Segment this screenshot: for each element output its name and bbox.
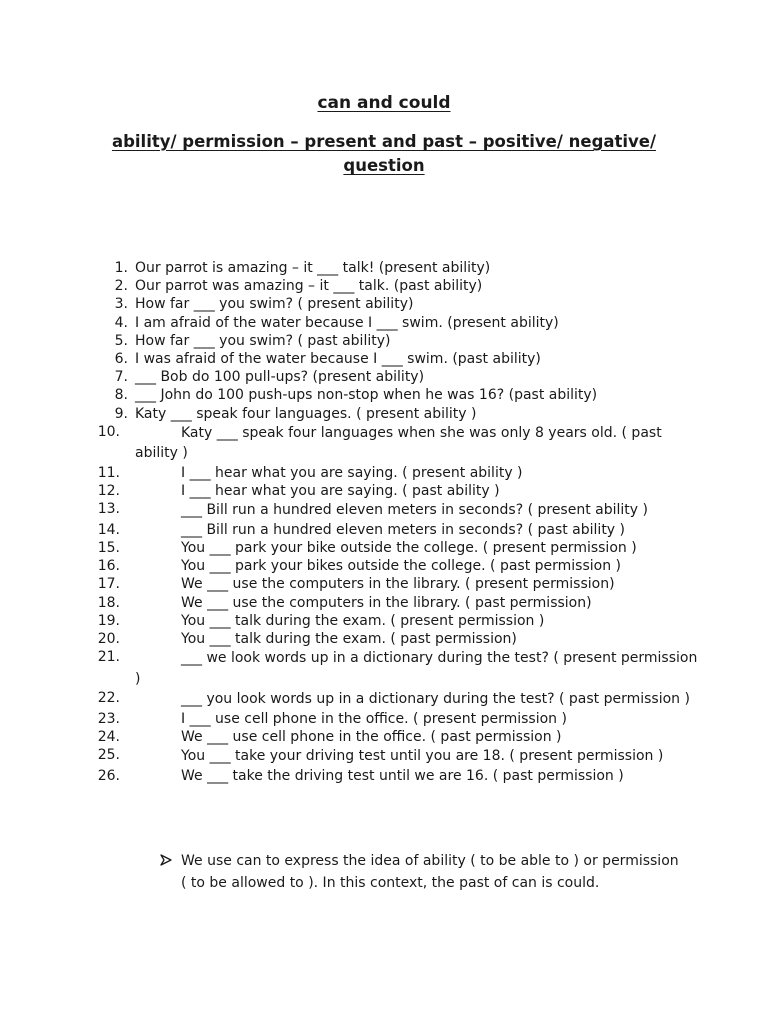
exercise-text: You ___ talk during the exam. ( past permission)	[181, 630, 517, 647]
exercise-item	[0, 521, 700, 539]
exercise-text: ___ John do 100 push-ups non-stop when he was 16? (past ability)	[135, 387, 598, 404]
exercise-item	[0, 689, 700, 710]
exercise-text: We ___ take the driving test until we are 16. ( past permission )	[181, 767, 624, 784]
exercise-item	[0, 482, 700, 500]
exercise-text: I ___ hear what you are saying. ( present ability )	[181, 464, 523, 481]
exercise-number: 16.	[97, 558, 120, 575]
exercise-number: 22.	[97, 690, 120, 707]
exercise-item	[0, 464, 700, 482]
exercise-item	[0, 405, 700, 423]
exercise-item	[0, 500, 700, 521]
exercise-item	[0, 368, 700, 386]
exercise-item	[0, 423, 700, 464]
exercise-number: 15.	[97, 539, 120, 556]
exercise-number: 4.	[114, 314, 128, 331]
exercise-item	[0, 539, 700, 557]
exercise-number: 14.	[97, 521, 120, 538]
exercise-number: 19.	[97, 612, 120, 629]
exercise-text: You ___ take your driving test until you are 18. ( present permission )	[181, 748, 664, 765]
exercise-item	[0, 295, 700, 313]
exercise-number: 11.	[97, 464, 120, 481]
exercise-item	[0, 557, 700, 575]
exercise-item	[0, 746, 700, 767]
exercise-item	[0, 350, 700, 368]
exercise-number: 13.	[97, 501, 120, 518]
exercise-number: 10.	[97, 423, 120, 440]
exercise-item	[0, 594, 700, 612]
exercise-item	[0, 612, 700, 630]
exercise-text: How far ___ you swim? ( past ability)	[135, 332, 391, 349]
exercise-item	[0, 386, 700, 404]
exercise-number: 3.	[114, 296, 128, 313]
exercise-number: 1.	[114, 260, 128, 276]
exercise-item	[0, 710, 700, 728]
exercise-item	[0, 575, 700, 593]
exercise-item	[0, 648, 700, 689]
exercise-item	[0, 728, 700, 746]
exercise-number: 2.	[114, 278, 128, 295]
exercise-text: We ___ use cell phone in the office. ( past permission )	[181, 728, 562, 745]
exercise-item	[0, 314, 700, 332]
exercise-text: I was afraid of the water because I ___ swim. (past ability)	[135, 351, 541, 368]
exercise-text: ___ Bob do 100 pull-ups? (present ability)	[135, 369, 425, 386]
exercise-number: 24.	[97, 728, 120, 745]
exercise-text: Our parrot is amazing – it ___ talk! (present ability)	[135, 260, 491, 276]
exercise-item	[0, 767, 700, 785]
arrow-bullet-icon	[160, 854, 172, 866]
exercise-number: 7.	[114, 369, 128, 386]
exercise-text: We ___ use the computers in the library. ( past permission)	[181, 594, 592, 611]
exercise-text: You ___ park your bikes outside the college. ( past permission )	[181, 558, 622, 575]
exercise-number: 5.	[114, 332, 128, 349]
exercise-item	[0, 332, 700, 350]
exercise-number: 9.	[114, 405, 128, 422]
exercise-text: ___ Bill run a hundred eleven meters in seconds? ( past ability )	[181, 521, 626, 538]
exercise-text: ___ Bill run a hundred eleven meters in seconds? ( present ability )	[181, 502, 648, 519]
exercise-text: I ___ use cell phone in the office. ( present permission )	[181, 710, 567, 727]
exercise-text: Our parrot was amazing – it ___ talk. (past ability)	[135, 278, 483, 295]
exercise-item	[0, 259, 700, 277]
exercise-number: 18.	[97, 594, 120, 611]
note-text: We use can to express the idea of ability ( to be able to ) or permission ( to be allowed to ). In this context, the past of can is could.	[181, 853, 679, 891]
document-subtitle: ability/ permission – present and past – positive/ negative/ question	[111, 132, 657, 175]
exercise-item	[0, 630, 700, 648]
exercise-number: 25.	[97, 747, 120, 764]
document-title: can and could	[317, 93, 451, 113]
exercise-item	[0, 277, 700, 295]
exercise-list	[0, 259, 700, 785]
exercise-text: I am afraid of the water because I ___ swim. (present ability)	[135, 314, 559, 331]
note-bullet	[160, 851, 680, 894]
exercise-text: Katy ___ speak four languages. ( present ability )	[135, 405, 477, 422]
exercise-text: I ___ hear what you are saying. ( past ability )	[181, 483, 500, 500]
exercise-number: 17.	[97, 576, 120, 593]
exercise-number: 21.	[97, 649, 120, 666]
exercise-text: ___ we look words up in a dictionary during the test? ( present permission )	[135, 650, 698, 687]
exercise-number: 20.	[97, 630, 120, 647]
exercise-text: You ___ park your bike outside the college. ( present permission )	[181, 539, 637, 556]
exercise-text: Katy ___ speak four languages when she was only 8 years old. ( past ability )	[135, 424, 662, 462]
exercise-number: 6.	[114, 351, 128, 368]
exercise-number: 23.	[97, 710, 120, 727]
exercise-text: You ___ talk during the exam. ( present permission )	[181, 612, 545, 629]
exercise-number: 26.	[97, 767, 120, 784]
exercise-text: ___ you look words up in a dictionary during the test? ( past permission )	[181, 691, 690, 708]
exercise-number: 8.	[114, 387, 128, 404]
exercise-text: How far ___ you swim? ( present ability)	[135, 296, 414, 313]
exercise-text: We ___ use the computers in the library. ( present permission)	[181, 576, 615, 593]
exercise-number: 12.	[97, 483, 120, 500]
